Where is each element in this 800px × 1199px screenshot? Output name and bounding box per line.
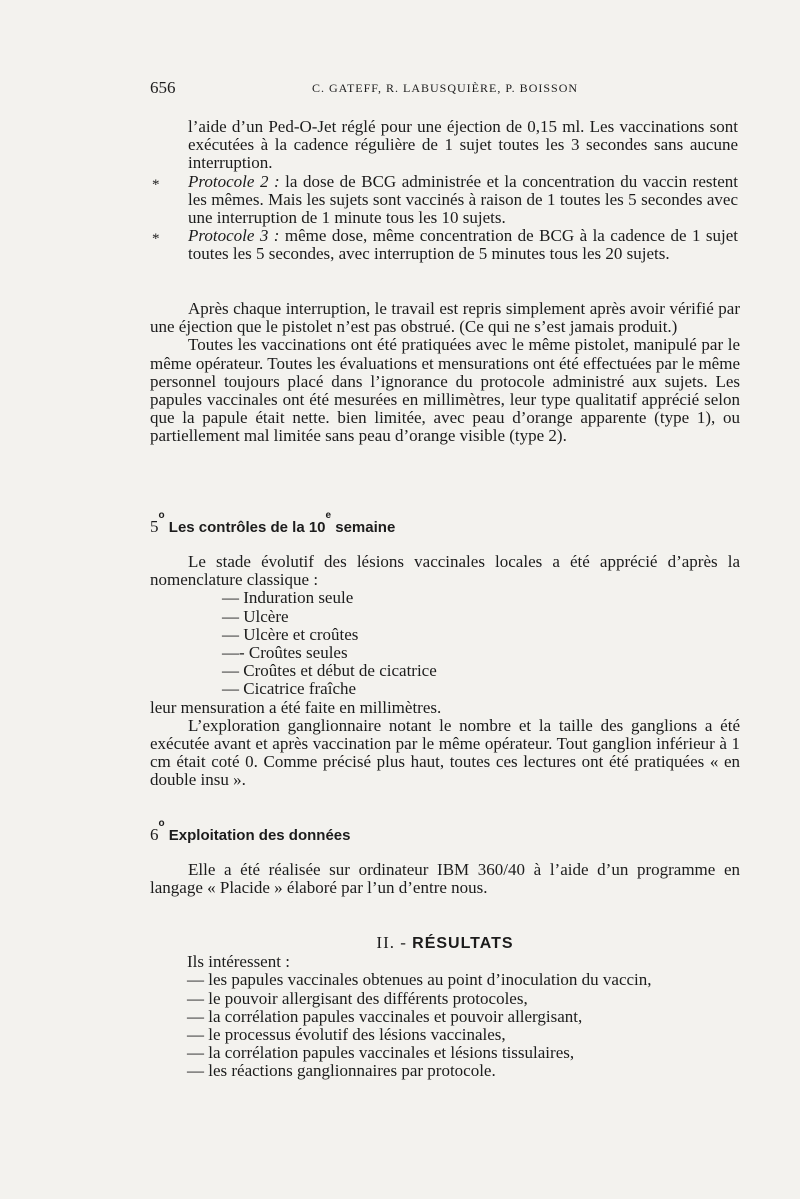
nomenclature-list xyxy=(150,589,740,698)
results-title: RÉSULTATS xyxy=(412,935,514,952)
list-item: — le pouvoir allergisant des différents protocoles, xyxy=(187,988,528,1008)
section-5-intro: Le stade évolutif des lésions vaccinales locales a été apprécié d’après la nomenclature classique : xyxy=(150,552,740,590)
protocol-2-item xyxy=(152,171,738,228)
section-5-title-sup: e xyxy=(325,510,332,521)
section-5-after-list: leur mensuration a été faite en millimètres. xyxy=(150,697,442,717)
section-5-ganglion: L’exploration ganglionnaire notant le nombre et la taille des ganglions a été exécutée avant et après vaccination par le même opérateur. Tout ganglion inférieur à 1 cm était coté 0. Comme précisé plus haut, toutes ces lectures ont été pratiquées « en double insu ». xyxy=(150,715,740,790)
page-number: 656 xyxy=(150,78,176,97)
results-number: II. - xyxy=(376,933,407,952)
section-6 xyxy=(150,818,740,898)
list-item: — Ulcère xyxy=(222,606,289,626)
section-6-number: 6 xyxy=(150,825,159,844)
list-item: — les papules vaccinales obtenues au point d’inoculation du vaccin, xyxy=(187,970,652,990)
list-item: — Induration seule xyxy=(222,588,354,608)
results-heading xyxy=(150,934,740,953)
bullet-star: * xyxy=(152,176,160,193)
paragraph-interruption: Après chaque interruption, le travail est repris simplement après avoir vérifié par une éjection que le pistolet n’est pas obstrué. (Ce qui ne s’est jamais produit.) xyxy=(150,299,740,337)
protocol-3-label: Protocole 3 : xyxy=(188,226,280,246)
section-6-text: Elle a été réalisée sur ordinateur IBM 360/40 à l’aide d’un programme en langage « Placide » élaboré par l’un d’entre nous. xyxy=(150,860,740,898)
bullet-star: * xyxy=(152,231,160,248)
section-6-heading xyxy=(150,818,740,845)
section-6-degree: o xyxy=(158,818,165,829)
results-intro: Ils intéressent : xyxy=(187,952,290,972)
body-paragraphs xyxy=(150,300,740,446)
results-section xyxy=(150,934,740,1081)
section-5-title: Les contrôles de la 10 xyxy=(168,519,326,536)
list-item: —- Croûtes seules xyxy=(222,643,348,663)
protocol-3-item xyxy=(152,226,738,264)
section-5-number: 5 xyxy=(150,517,159,536)
section-5-heading xyxy=(150,510,740,537)
list-item: — les réactions ganglionnaires par protocole. xyxy=(187,1061,496,1081)
section-5 xyxy=(150,510,740,790)
paragraph-all-vaccinations: Toutes les vaccinations ont été pratiquées avec le même pistolet, manipulé par le même opérateur. Toutes les évaluations et mensurations ont été effectuées par le même personnel toujours placé dans l’ignorance du protocole administré aux sujets. Les papules vaccinales ont été mesurées en millimètres, leur type qualitatif apprécié selon que la papule était nette. bien limitée, avec peau d’orange apparente (type 1), ou partiellement mal limitée sans peau d’orange visible (type 2). xyxy=(150,335,740,446)
list-item: — le processus évolutif des lésions vaccinales, xyxy=(187,1025,506,1045)
protocol-3-text: même dose, même concentration de BCG à la cadence de 1 sujet toutes les 5 secondes, avec interruption de 5 minutes tous les 20 sujets. xyxy=(188,226,738,264)
section-5-degree: o xyxy=(158,510,165,521)
list-item: — Cicatrice fraîche xyxy=(222,679,357,699)
protocol-1-continuation: l’aide d’un Ped-O-Jet réglé pour une éjection de 0,15 ml. Les vaccinations sont exécutées à la cadence régulière de 1 sujet toutes les 3 secondes sans aucune interruption. xyxy=(188,117,738,173)
list-item: — la corrélation papules vaccinales et lésions tissulaires, xyxy=(187,1043,575,1063)
protocol-list xyxy=(152,117,738,264)
section-5-title-end: semaine xyxy=(331,519,396,536)
results-list xyxy=(150,971,740,1080)
running-head: C. GATEFF, R. LABUSQUIÈRE, P. BOISSON xyxy=(311,81,579,95)
section-6-title: Exploitation des données xyxy=(168,827,351,844)
page-header xyxy=(150,78,740,102)
list-item: — la corrélation papules vaccinales et pouvoir allergisant, xyxy=(187,1006,583,1026)
protocol-2-text: la dose de BCG administrée et la concentration du vaccin restent les mêmes. Mais les sujets sont vaccinés à raison de 1 toutes les 5 secondes avec une interruption de 1 minute tous les 10 sujets. xyxy=(188,171,738,228)
list-item: — Croûtes et début de cicatrice xyxy=(222,661,437,681)
protocol-2-label: Protocole 2 : xyxy=(188,171,280,191)
list-item: — Ulcère et croûtes xyxy=(222,624,359,644)
